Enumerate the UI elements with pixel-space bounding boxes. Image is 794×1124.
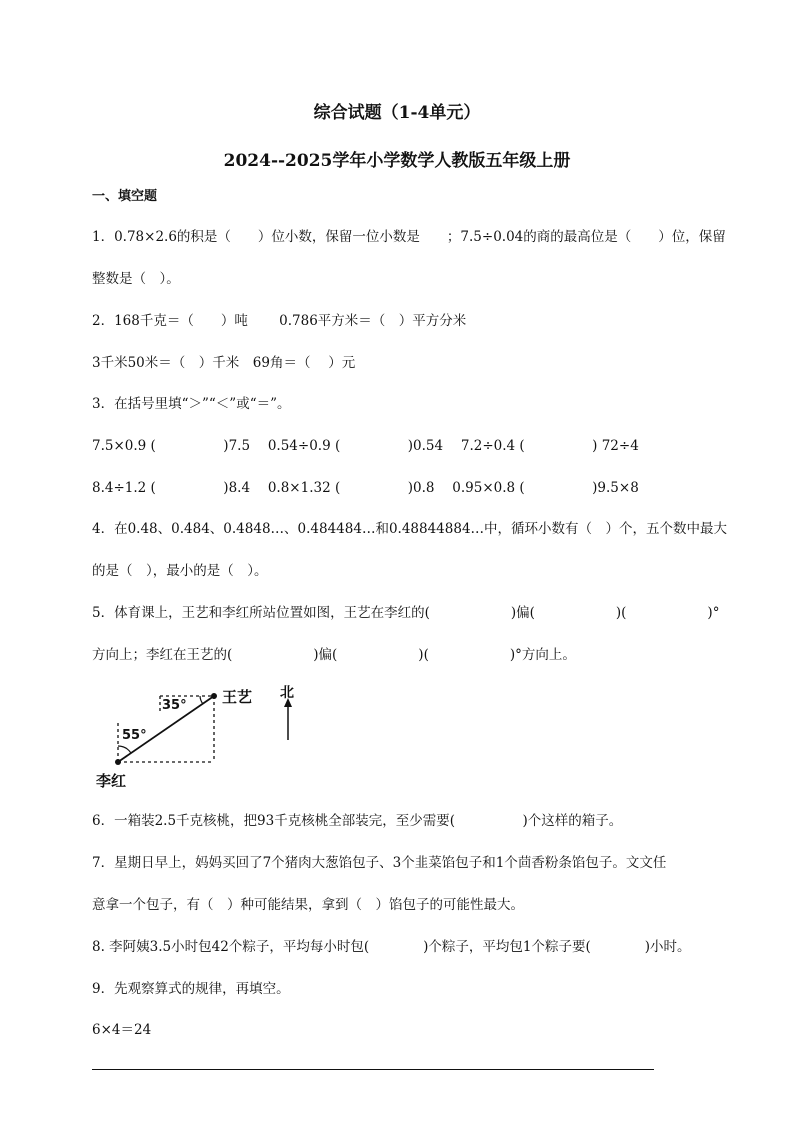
question-7-line-2: 意拿一个包子，有（ ）种可能结果，拿到（ ）馅包子的可能性最大。 <box>92 897 524 913</box>
angle-label-top: 35° <box>162 698 187 713</box>
page-subtitle: 2024--2025学年小学数学人教版五年级上册 <box>223 151 571 171</box>
question-1-line-2: 整数是（ ）。 <box>92 271 180 287</box>
footer-rule <box>92 1069 654 1070</box>
angle-arc-top <box>200 696 203 704</box>
section-heading-fill-blank: 一、填空题 <box>92 189 158 204</box>
label-lihong: 李红 <box>96 772 127 790</box>
question-8: 8. 李阿姨3.5小时包42个粽子，平均每小时包( )个粽子，平均包1个粽子要( )小时。 <box>92 939 691 955</box>
question-4-line-2: 的是（ ），最小的是（ ）。 <box>92 563 268 579</box>
question-7-line-1: 7．星期日早上，妈妈买回了7个猪肉大葱馅包子、3个韭菜馅包子和1个茴香粉条馅包子。文文任 <box>92 855 667 871</box>
question-3-line-3: 8.4÷1.2 ( )8.4 0.8×1.32 ( )0.8 0.95×0.8 ( )9.5×8 <box>92 480 639 496</box>
question-2-line-2: 3千米50米＝（ ）千米 69角＝（ ）元 <box>92 355 356 371</box>
question-4-line-1: 4．在0.48、0.484、0.4848…、0.484484…和0.48844884…中，循环小数有（ ）个，五个数中最大 <box>92 521 728 537</box>
label-north: 北 <box>280 685 294 701</box>
angle-label-bottom: 55° <box>122 728 147 743</box>
position-diagram <box>96 682 308 792</box>
label-wangyi: 王艺 <box>222 688 253 706</box>
question-9-line-2: 6×4＝24 <box>92 1022 152 1038</box>
point-wangyi <box>211 693 217 699</box>
question-9-line-1: 9．先观察算式的规律，再填空。 <box>92 981 290 997</box>
question-5-line-2: 方向上；李红在王艺的( )偏( )( )°方向上。 <box>92 647 576 663</box>
question-3-line-1: 3．在括号里填“＞”“＜”或“＝”。 <box>92 396 291 412</box>
question-3-line-2: 7.5×0.9 ( )7.5 0.54÷0.9 ( )0.54 7.2÷0.4 ( ) 72÷4 <box>92 438 639 454</box>
page-title: 综合试题（1-4单元） <box>313 103 481 123</box>
point-lihong <box>115 759 121 765</box>
question-1-line-1: 1．0.78×2.6的积是（ ）位小数，保留一位小数是 ；7.5÷0.04的商的最高位是（ ）位，保留 <box>92 229 726 245</box>
question-5-line-1: 5．体育课上，王艺和李红所站位置如图，王艺在李红的( )偏( )( )° <box>92 605 720 621</box>
question-6: 6．一箱装2.5千克核桃，把93千克核桃全部装完，至少需要( )个这样的箱子。 <box>92 813 623 829</box>
angle-arc-bottom <box>118 746 131 753</box>
question-2-line-1: 2．168千克＝（ ）吨 0.786平方米＝（ ）平方分米 <box>92 313 467 329</box>
